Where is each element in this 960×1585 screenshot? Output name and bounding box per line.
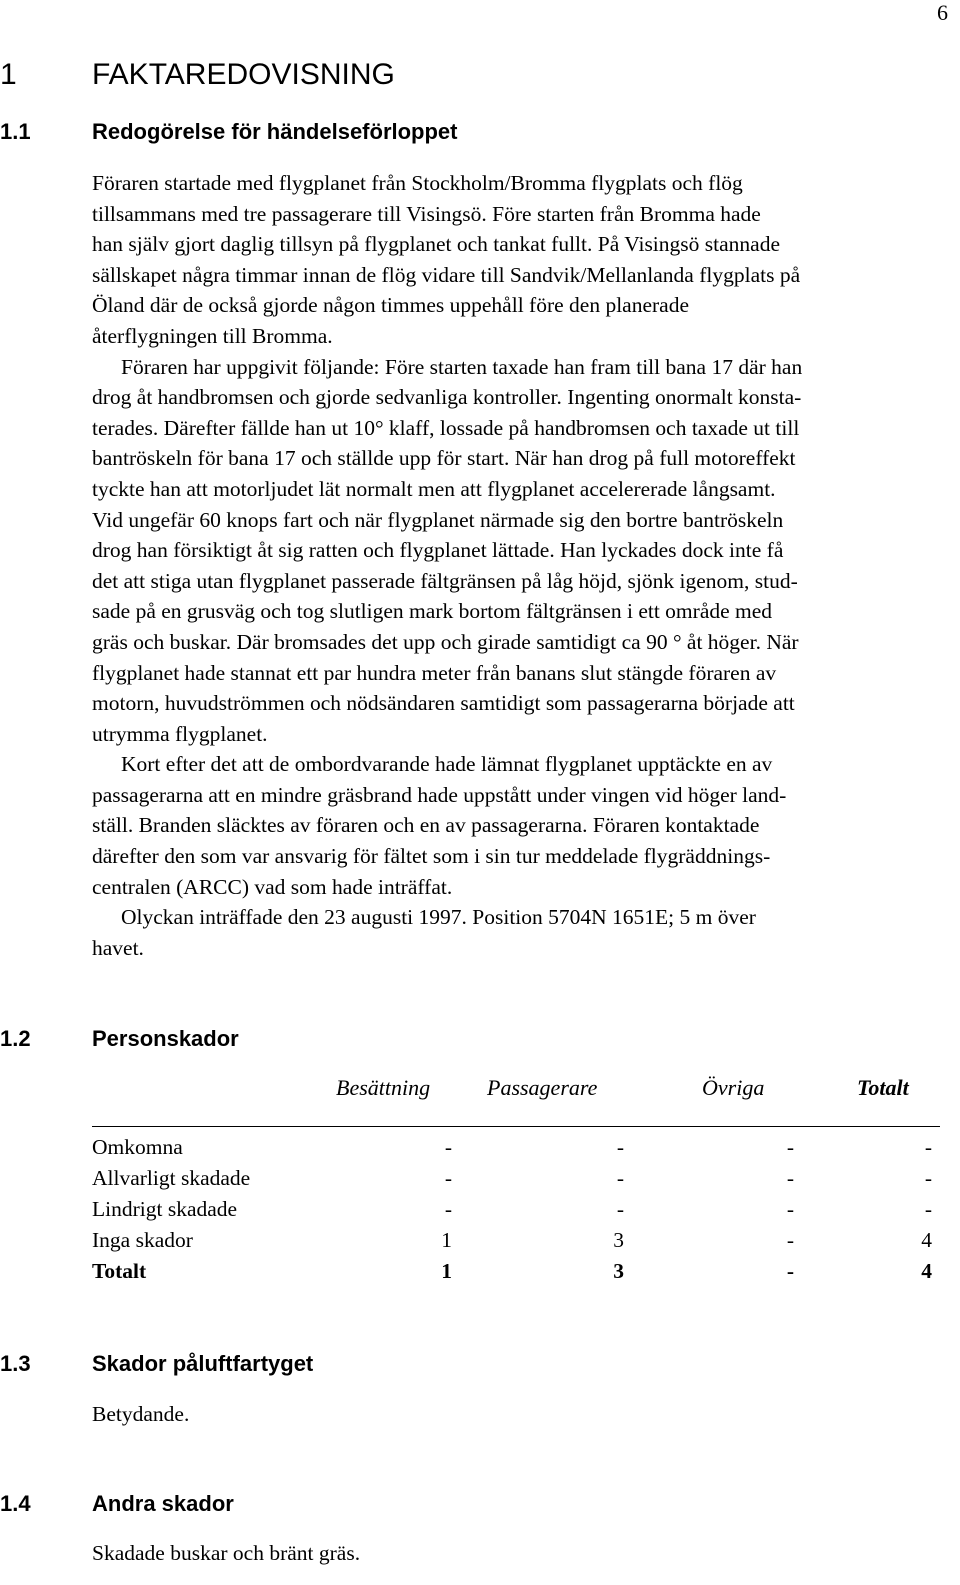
text-line: återflygningen till Bromma. (92, 323, 333, 348)
section-number: 1.3 (0, 1351, 31, 1376)
chapter-title: FAKTAREDOVISNING (92, 58, 395, 91)
cell-crew: - (444, 1135, 452, 1159)
text-line: Olyckan inträffade den 23 augusti 1997. Position 5704N 1651E; 5 m över (121, 905, 756, 930)
row-label: Omkomna (92, 1135, 183, 1159)
text-line: Föraren startade med flygplanet från Stockholm/Bromma flygplats och flög (92, 171, 743, 195)
text-line: Föraren har uppgivit följande: Före starten taxade han fram till bana 17 där han (121, 354, 803, 379)
text-line: Öland där de också gjorde någon timmes uppehåll före den planerade (92, 293, 690, 318)
section-1-4-body (92, 1538, 937, 1569)
page-number: 6 (937, 0, 948, 25)
cell-others: - (786, 1166, 794, 1190)
text-line: Kort efter det att de ombordvarande hade lämnat flygplanet upptäckte en av (121, 752, 773, 777)
section-number: 1.4 (0, 1491, 31, 1516)
column-header-passengers: Passagerare (487, 1075, 598, 1100)
cell-crew: - (444, 1197, 452, 1221)
section-title: Redogörelse för händelseförloppet (92, 119, 458, 144)
text-line: därefter den som var ansvarig för fältet som i sin tur meddelade flygräddnings- (92, 844, 771, 869)
text-line: Vid ungefär 60 knops fart och när flygplanet närmade sig den bortre bantröskeln (92, 507, 784, 532)
cell-crew: 1 (441, 1259, 452, 1283)
text-line: passagerarna att en mindre gräsbrand hade uppstått under vingen vid höger land- (92, 782, 787, 807)
section-1-2-heading (0, 1026, 239, 1052)
table-row (92, 1197, 940, 1227)
cell-others: - (786, 1228, 794, 1252)
text-line: centralen (ARCC) vad som hade inträffat. (92, 874, 453, 899)
text-line: bantröskeln för bana 17 och ställde upp för start. När han drog på full motoreffekt (92, 446, 796, 471)
section-1-3-heading (0, 1351, 313, 1377)
column-header-others: Övriga (702, 1075, 765, 1100)
section-1-3-body (92, 1399, 937, 1430)
text-line: flygplanet hade stannat ett par hundra meter från banans slut stängde föraren av (92, 660, 777, 685)
section-number: 1.1 (0, 119, 31, 144)
section-title: Andra skador (92, 1491, 234, 1516)
text-line: sade på en grusväg och tog slutligen mark bortom fältgränsen i ett område med (92, 599, 773, 624)
text-line: det att stiga utan flygplanet passerade fältgränsen på låg höjd, sjönk igenom, stud- (92, 568, 798, 593)
column-header-crew: Besättning (336, 1075, 431, 1100)
table-row (92, 1166, 940, 1196)
text-line: tyckte han att motorljudet lät normalt men att flygplanet accelererade långsamt. (92, 476, 776, 501)
row-label: Inga skador (92, 1228, 193, 1252)
column-header-total: Totalt (857, 1075, 909, 1100)
section-1-4-heading (0, 1491, 234, 1517)
cell-others: - (786, 1259, 794, 1283)
chapter-number: 1 (0, 58, 17, 91)
row-label: Allvarligt skadade (92, 1166, 251, 1190)
cell-crew: - (444, 1166, 452, 1190)
text-line: Betydande. (92, 1402, 190, 1426)
cell-passengers: 3 (613, 1259, 624, 1283)
text-line: ställ. Branden släcktes av föraren och en av passagerarna. Föraren kontaktade (92, 813, 760, 838)
cell-crew: 1 (441, 1228, 452, 1252)
chapter-heading (0, 58, 395, 92)
row-label: Lindrigt skadade (92, 1197, 238, 1221)
cell-total: 4 (921, 1228, 932, 1252)
section-number: 1.2 (0, 1026, 31, 1051)
text-line: havet. (92, 935, 144, 960)
table-rule (92, 1126, 940, 1127)
cell-total: - (924, 1197, 932, 1221)
table-row (92, 1228, 940, 1258)
text-line: gräs och buskar. Där bromsades det upp och girade samtidigt ca 90 ° åt höger. När (92, 629, 799, 654)
table-row-total (92, 1259, 940, 1289)
text-line: drog han försiktigt åt sig ratten och flygplanet lättade. Han lyckades dock inte få (92, 538, 784, 563)
text-line: terades. Därefter fällde han ut 10° klaff, lossade på handbromsen och taxade ut till (92, 415, 800, 440)
cell-others: - (786, 1197, 794, 1221)
text-line: motorn, huvudströmmen och nödsändaren samtidigt som passagerarna började att (92, 691, 795, 716)
cell-total: - (924, 1166, 932, 1190)
section-1-1-body (92, 168, 937, 963)
cell-passengers: 3 (613, 1228, 624, 1252)
cell-others: - (786, 1135, 794, 1159)
section-title: Skador påluftfartyget (92, 1351, 314, 1376)
section-title: Personskador (92, 1026, 239, 1051)
section-1-1-heading (0, 119, 458, 145)
text-line: drog åt handbromsen och gjorde sedvanliga kontroller. Ingenting onormalt konsta- (92, 385, 802, 410)
table-row (92, 1135, 940, 1165)
text-line: Skadade buskar och bränt gräs. (92, 1541, 361, 1565)
cell-passengers: - (616, 1197, 624, 1221)
cell-total: - (924, 1135, 932, 1159)
cell-passengers: - (616, 1166, 624, 1190)
text-line: tillsammans med tre passagerare till Visingsö. Före starten från Bromma hade (92, 201, 761, 226)
cell-passengers: - (616, 1135, 624, 1159)
text-line: sällskapet några timmar innan de flög vidare till Sandvik/Mellanlanda flygplats på (92, 262, 801, 287)
text-line: han själv gjort daglig tillsyn på flygplanet och tankat fullt. På Visingsö stannade (92, 232, 780, 257)
row-label: Totalt (92, 1259, 147, 1283)
text-line: utrymma flygplanet. (92, 721, 268, 746)
cell-total: 4 (921, 1259, 932, 1283)
